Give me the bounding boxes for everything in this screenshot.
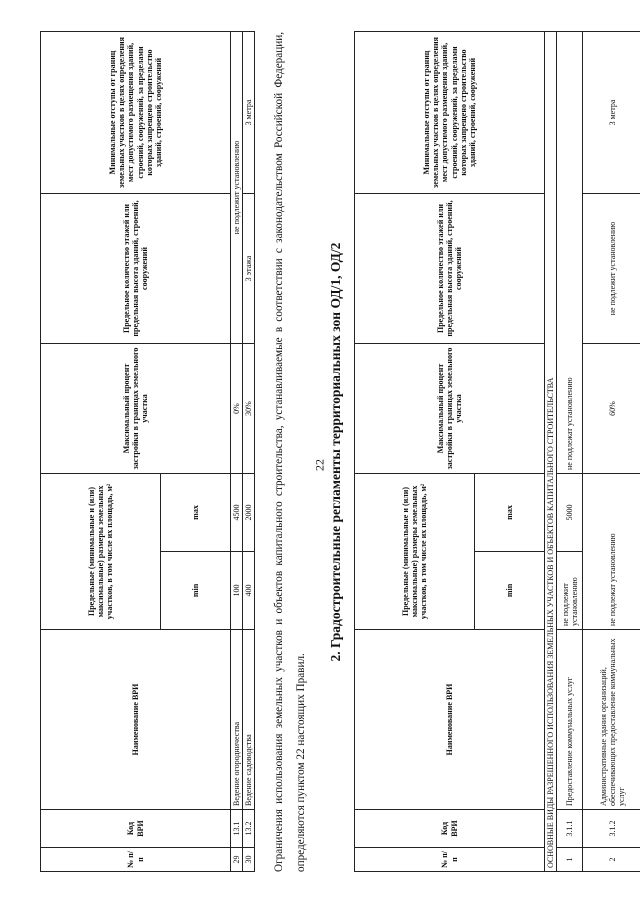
header-num: № п/п	[355, 848, 545, 872]
header-min: min	[475, 552, 545, 630]
cell-max: 2000	[243, 474, 255, 552]
header-size-group: Предельные (минимальные и (или) максимальные) размеры земельных участков, в том числе их площадь, м²	[355, 474, 475, 630]
cell-code: 3.1.1	[557, 810, 583, 848]
cell-percent: 60%	[583, 344, 640, 474]
header-name: Наименование ВРИ	[41, 630, 231, 810]
rotated-page-content	[40, 32, 627, 872]
header-floors: Предельное количество этажей или предельная высота зданий, строений, сооружений	[41, 194, 231, 344]
table-row	[583, 32, 640, 872]
cell-code: 3.1.2	[583, 810, 640, 848]
header-max: max	[475, 474, 545, 552]
cell-name: Административные здания организаций, обеспечивающих предоставление коммунальных услуг	[583, 630, 640, 810]
cell-percent: 30%	[243, 344, 255, 474]
table-land-use-1	[40, 31, 255, 872]
cell-merged: не подлежит установлению	[231, 32, 243, 344]
cell-floors: не подлежит установлению	[583, 194, 640, 344]
cell-min: 100	[231, 552, 243, 630]
section-row	[545, 32, 557, 872]
header-code: Код ВРИ	[355, 810, 545, 848]
header-size-group: Предельные (минимальные и (или) максимальные) размеры земельных участков, в том числе их площадь, м²	[41, 474, 161, 630]
page-number: 22	[312, 459, 327, 471]
cell-minmax: не подлежат установлению	[583, 474, 640, 630]
cell-max: 4500	[231, 474, 243, 552]
header-floors: Предельное количество этажей или предельная высота зданий, строений, сооружений	[355, 194, 545, 344]
cell-code: 13.1	[231, 810, 243, 848]
cell-floors: 3 этажа	[243, 194, 255, 344]
cell-num: 1	[557, 848, 583, 872]
header-setback: Минимальные отступы от границ земельных участков в целях определения мест допустимого размещения зданий, строений, сооружений, за пределами которых запрещено строительство зданий, строений, сооружений	[41, 32, 231, 194]
header-code: Код ВРИ	[41, 810, 231, 848]
section-row-label: ОСНОВНЫЕ ВИДЫ РАЗРЕШЕННОГО ИСПОЛЬЗОВАНИЯ ЗЕМЕЛЬНЫХ УЧАСТКОВ И ОБЪЕКТОВ КАПИТАЛЬНОГО СТРОИТЕЛЬСТВА	[545, 32, 557, 872]
table-row	[231, 32, 243, 872]
section-title: 2. Градостроительные регламенты территориальных зон ОД/1, ОД/2	[328, 242, 343, 662]
cell-max: 5000	[557, 474, 583, 552]
cell-num: 30	[243, 848, 255, 872]
header-setback: Минимальные отступы от границ земельных участков в целях определения мест допустимого размещения зданий, строений, сооружений, за пределами которых запрещено строительство зданий, строений, сооружений	[355, 32, 545, 194]
header-percent: Максимальный процент застройки в границах земельного участка	[41, 344, 231, 474]
table-row	[243, 32, 255, 872]
cell-merged: не подлежат установлению	[557, 32, 583, 474]
header-num: № п/п	[41, 848, 231, 872]
header-max: max	[161, 474, 231, 552]
cell-name: Предоставление коммунальных услуг	[557, 630, 583, 810]
header-name: Наименование ВРИ	[355, 630, 545, 810]
paragraph-restrictions: Ограничения использования земельных участков и объектов капитального строительства, устанавливаемые в соответствии с законодательством Российской Федерации, определяются пунктом 22 настоящих Правил.	[273, 32, 307, 872]
cell-num: 29	[231, 848, 243, 872]
cell-name: Ведение огородничества	[231, 630, 243, 810]
cell-num: 2	[583, 848, 640, 872]
cell-code: 13.2	[243, 810, 255, 848]
cell-name: Ведение садоводства	[243, 630, 255, 810]
table-land-use-2	[354, 31, 640, 872]
cell-percent: 0%	[231, 344, 243, 474]
cell-min: не подлежит установлению	[557, 552, 583, 630]
cell-min: 400	[243, 552, 255, 630]
header-min: min	[161, 552, 231, 630]
cell-setback: 3 метра	[583, 32, 640, 194]
cell-setback: 3 метра	[243, 32, 255, 194]
header-percent: Максимальный процент застройки в границах земельного участка	[355, 344, 545, 474]
table-row	[557, 32, 583, 872]
